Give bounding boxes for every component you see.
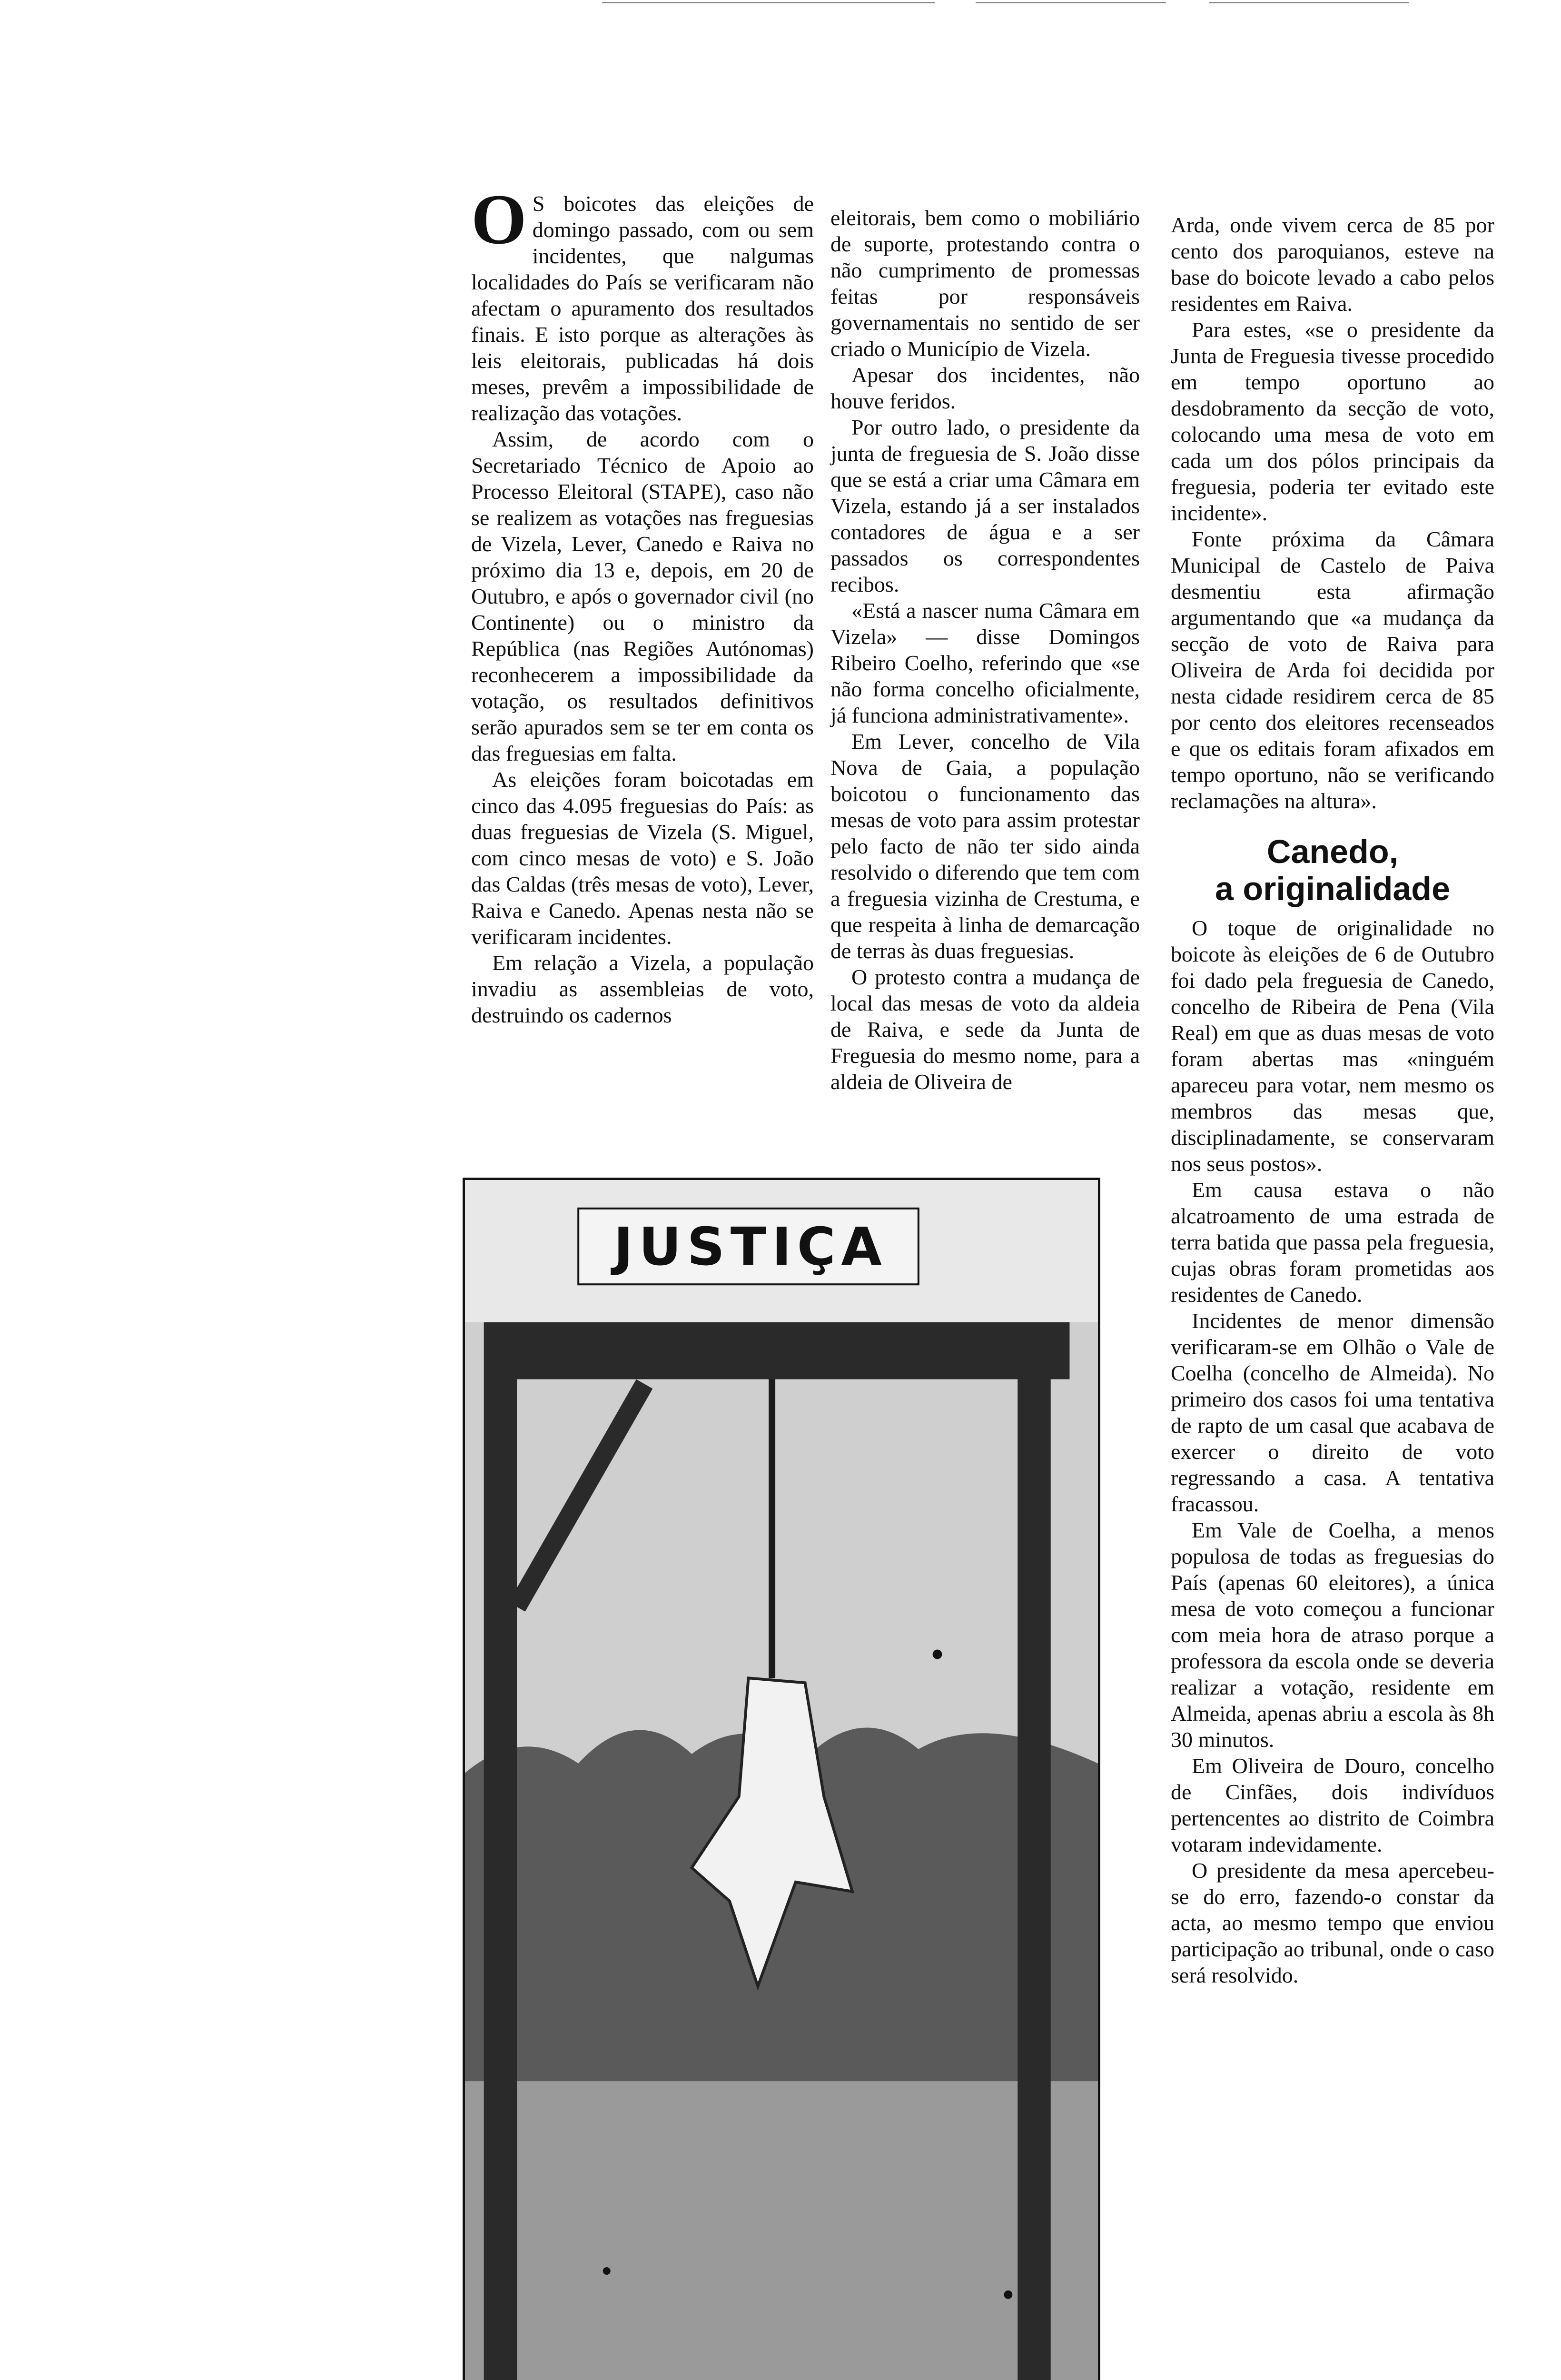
paragraph: O toque de originalidade no boicote às eleições de 6 de Outubro foi dado pela freguesia de Canedo, concelho de Ribeira de Pena (Vila Real) em que as duas mesas de voto foram abertas mas «ninguém apareceu para votar, nem mesmo os membros das mesas que, disciplinadamente, se conservaram nos seus postos».	[1171, 916, 1494, 1176]
photo-sign-text: JUSTIÇA	[613, 1216, 888, 1277]
top-rule	[1209, 2, 1409, 3]
news-photo	[463, 1178, 1100, 2380]
article-column-2	[830, 205, 1140, 1180]
paragraph: O protesto contra a mudança de local das mesas de voto da aldeia de Raiva, e sede da Junta de Freguesia do mesmo nome, para a aldeia de Oliveira de	[830, 965, 1140, 1094]
paragraph: Em Vale de Coelha, a menos populosa de todas as freguesias do País (apenas 60 eleitores), a única mesa de voto começou a funcionar com meia hora de atraso porque a professora da escola onde se deveria realizar a votação, residente em Almeida, apenas abriu a escola às 8h 30 minutos.	[1171, 1518, 1494, 1752]
paragraph: O presidente da mesa apercebeu-se do erro, fazendo-o constar da acta, ao mesmo tempo que enviou participação ao tribunal, onde o caso será resolvido.	[1171, 1858, 1494, 1987]
article-column-1	[471, 180, 814, 1166]
paragraph: Para estes, «se o presidente da Junta de Freguesia tivesse procedido em tempo oportuno ao desdobramento da secção de voto, colocando uma mesa de voto em cada um dos pólos principais da freguesia, poderia ter evitado este incidente».	[1171, 317, 1494, 525]
paragraph: S boicotes das eleições de domingo passado, com ou sem incidentes, que nalgumas localidades do País se verificaram não afectam o apuramento dos resultados finais. E isto porque as alterações às leis eleitorais, publicadas há dois meses, prevêm a impossibilidade de realização das votações.	[471, 191, 814, 425]
paragraph: Em causa estava o não alcatroamento de uma estrada de terra batida que passa pela freguesia, cujas obras foram prometidas aos residentes de Canedo.	[1171, 1178, 1494, 1307]
paragraph: eleitorais, bem como o mobiliário de suporte, protestando contra o não cumprimento de promessas feitas por responsáveis governamentais no sentido de ser criado o Município de Vizela.	[830, 206, 1140, 361]
paragraph: «Está a nascer numa Câmara em Vizela» — disse Domingos Ribeiro Coelho, referindo que «se não forma concelho oficialmente, já funciona administrativamente».	[830, 598, 1140, 727]
paragraph: Em relação a Vizela, a população invadiu as assembleias de voto, destruindo os cadernos	[471, 951, 814, 1027]
article-column-3	[1171, 212, 1494, 2140]
paragraph: As eleições foram boicotadas em cinco das 4.095 freguesias do País: as duas freguesias de Vizela (S. Miguel, com cinco mesas de voto) e S. João das Caldas (três mesas de voto), Lever, Raiva e Canedo. Apenas nesta não se verificaram incidentes.	[471, 767, 814, 949]
paragraph: Incidentes de menor dimensão verificaram-se em Olhão o Vale de Coelha (concelho de Almeida). No primeiro dos casos foi uma tentativa de rapto de um casal que acabava de exercer o direito de voto regressando a casa. A tentativa fracassou.	[1171, 1309, 1494, 1516]
subheading	[1171, 833, 1494, 907]
subheading-line: Canedo,	[1266, 833, 1399, 870]
top-rule	[976, 2, 1166, 3]
paragraph: Apesar dos incidentes, não houve feridos.	[830, 363, 1140, 413]
paragraph: Por outro lado, o presidente da junta de freguesia de S. João disse que se está a criar uma Câmara em Vizela, estando já a ser instalados contadores de água e a ser passados os correspondentes recibos.	[830, 415, 1140, 596]
photo-image	[465, 1180, 1098, 2380]
paragraph: Em Oliveira de Douro, concelho de Cinfães, dois indivíduos pertencentes ao distrito de Coimbra votaram indevidamente.	[1171, 1754, 1494, 1856]
top-rule	[602, 2, 935, 3]
paragraph: Arda, onde vivem cerca de 85 por cento dos paroquianos, esteve na base do boicote levado a cabo pelos residentes em Raiva.	[1171, 213, 1494, 316]
paragraph: Assim, de acordo com o Secretariado Técnico de Apoio ao Processo Eleitoral (STAPE), caso não se realizem as votações nas freguesias de Vizela, Lever, Canedo e Raiva no próximo dia 13 e, depois, em 20 de Outubro, e após o governador civil (no Continente) ou o ministro da República (nas Regiões Autónomas) reconhecerem a impossibilidade da votação, os resultados definitivos serão apurados sem se ter em conta os das freguesias em falta.	[471, 427, 814, 765]
subheading-line: a originalidade	[1215, 870, 1450, 907]
paragraph: Em Lever, concelho de Vila Nova de Gaia, a população boicotou o funcionamento das mesas de voto para assim protestar pelo facto de não ter sido ainda resolvido o diferendo que tem com a freguesia vizinha de Crestuma, e que respeita à linha de demarcação de terras às duas freguesias.	[830, 729, 1140, 963]
paragraph: Fonte próxima da Câmara Municipal de Castelo de Paiva desmentiu esta afirmação argumentando que «a mudança da secção de voto de Raiva para Oliveira de Arda foi decidida por nesta cidade residirem cerca de 85 por cento dos eleitores recenseados e que os editais foram afixados em tempo oportuno, não se verificando reclamações na altura».	[1171, 527, 1494, 813]
drop-cap: O	[471, 180, 527, 259]
